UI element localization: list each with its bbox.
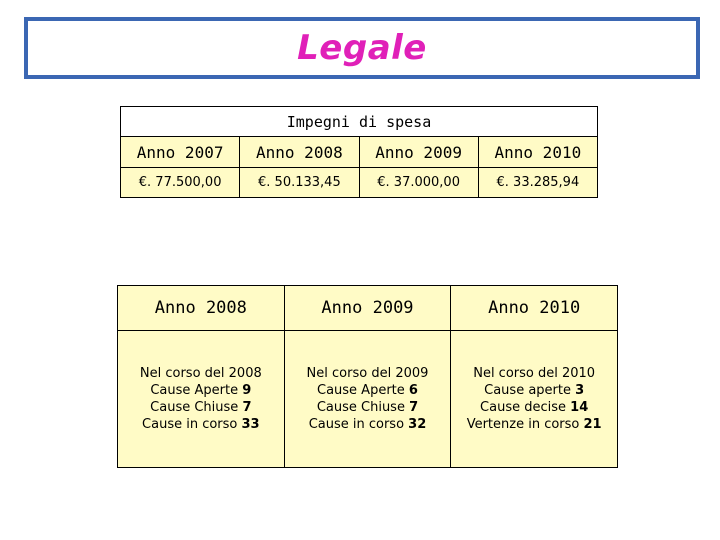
cases-row-label: Cause aperte [484, 383, 571, 398]
cases-row-value: 6 [408, 383, 418, 398]
cases-row-value: 7 [242, 400, 252, 415]
cases-intro: Nel corso del 2010 [473, 366, 596, 381]
cases-year-cell: Anno 2009 [284, 286, 451, 331]
spending-year-cell: Anno 2008 [240, 137, 359, 168]
cases-row [451, 382, 617, 399]
cases-year-cell: Anno 2008 [118, 286, 285, 331]
cases-row [451, 399, 617, 416]
cases-row [118, 416, 284, 433]
spending-amount-cell: €. 33.285,94 [478, 168, 597, 198]
cases-row-value: 32 [408, 417, 427, 432]
cases-row-label: Cause decise [480, 400, 567, 415]
cases-table [117, 285, 618, 468]
cases-row [285, 399, 451, 416]
cases-row-label: Cause Chiuse [316, 400, 405, 415]
spending-year-cell: Anno 2007 [121, 137, 240, 168]
cases-row-label: Cause in corso [142, 417, 238, 432]
page-title: Legale [297, 28, 427, 68]
cases-row-label: Cause Chiuse [150, 400, 239, 415]
spending-amount-cell: €. 50.133,45 [240, 168, 359, 198]
cases-summary-cell [118, 331, 285, 468]
cases-row-label: Cause Aperte [150, 383, 239, 398]
cases-row [285, 416, 451, 433]
spending-amount-cell: €. 77.500,00 [121, 168, 240, 198]
cases-intro: Nel corso del 2008 [139, 366, 262, 381]
cases-year-cell: Anno 2010 [451, 286, 618, 331]
cases-row-label: Cause Aperte [317, 383, 405, 398]
cases-row-value: 7 [409, 400, 419, 415]
cases-row-value: 3 [575, 383, 585, 398]
cases-row-value: 33 [241, 417, 260, 432]
cases-row-value: 21 [583, 417, 602, 432]
spending-table-header: Impegni di spesa [121, 107, 598, 137]
spending-year-cell: Anno 2009 [359, 137, 478, 168]
spending-table [120, 106, 598, 198]
cases-row-value: 9 [242, 383, 252, 398]
cases-row [118, 382, 284, 399]
cases-row-value: 14 [570, 400, 589, 415]
cases-row-label: Cause in corso [308, 417, 405, 432]
spending-year-cell: Anno 2010 [478, 137, 597, 168]
cases-row [118, 399, 284, 416]
cases-summary-cell [451, 331, 618, 468]
title-box [24, 17, 700, 79]
cases-summary-cell [284, 331, 451, 468]
spending-amount-cell: €. 37.000,00 [359, 168, 478, 198]
cases-row [451, 416, 617, 433]
cases-intro: Nel corso del 2009 [306, 366, 429, 381]
cases-row [285, 382, 451, 399]
cases-row-label: Vertenze in corso [466, 417, 580, 432]
